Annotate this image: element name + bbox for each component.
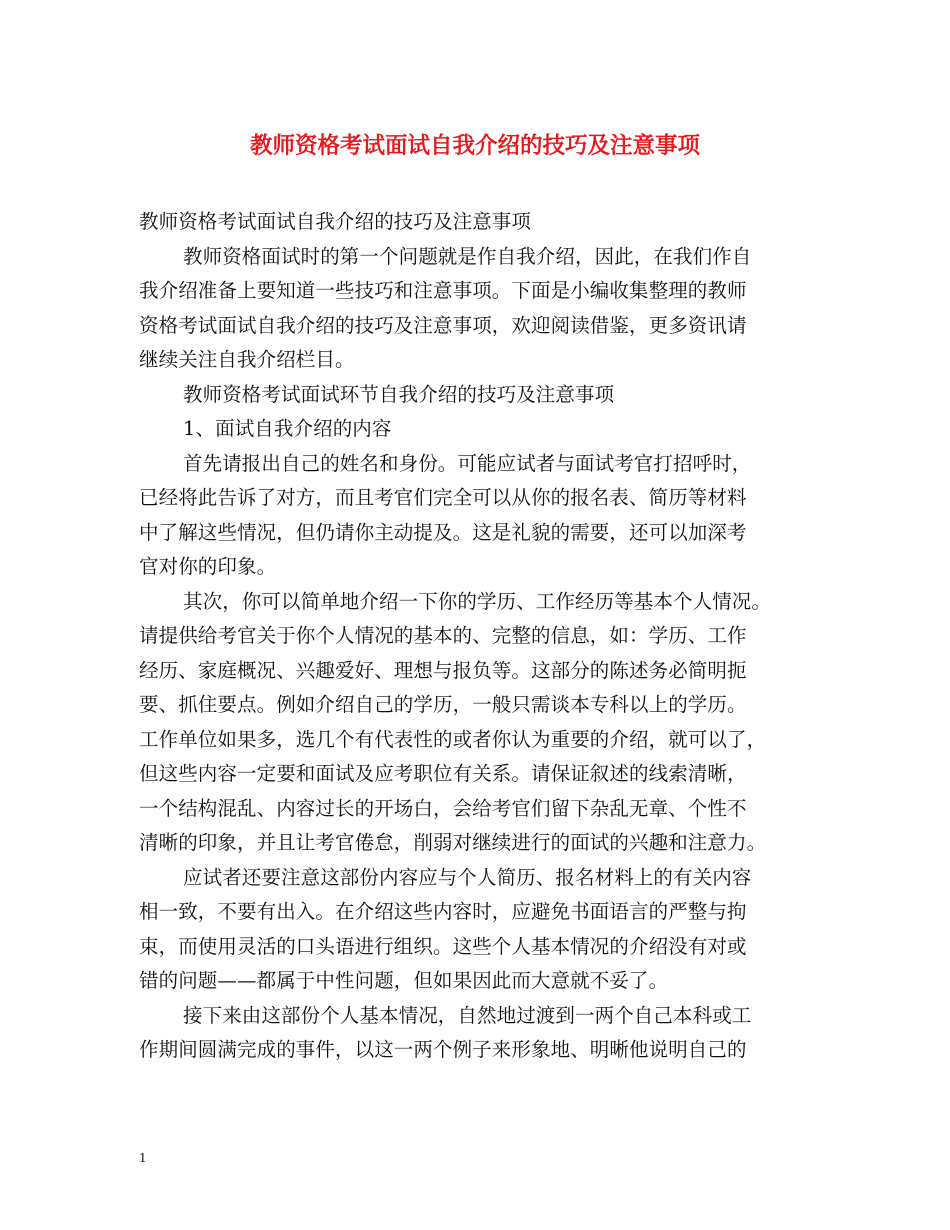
paragraph-line: 但这些内容一定要和面试及应考职位有关系。请保证叙述的线索清晰， — [139, 762, 747, 785]
paragraph-line: 资格考试面试自我介绍的技巧及注意事项，欢迎阅读借鉴，更多资讯请 — [139, 313, 747, 337]
paragraph-line: 首先请报出自己的姓名和身份。可能应试者与面试考官打招呼时， — [183, 451, 752, 475]
paragraph-line: 应试者还要注意这部份内容应与个人简历、报名材料上的有关内容 — [183, 865, 752, 889]
paragraph-line: 我介绍准备上要知道一些技巧和注意事项。下面是小编收集整理的教师 — [139, 279, 747, 302]
subtitle-line: 教师资格考试面试自我介绍的技巧及注意事项 — [139, 210, 532, 233]
paragraph-line: 清晰的印象，并且让考官倦怠，削弱对继续进行的面试的兴趣和注意力。 — [139, 831, 767, 854]
paragraph-line: 中了解这些情况，但仍请你主动提及。这是礼貌的需要，还可以加深考 — [139, 520, 747, 544]
paragraph-line: 一个结构混乱、内容过长的开场白，会给考官们留下杂乱无章、个性不 — [139, 796, 747, 820]
page-number: 1 — [139, 1151, 147, 1165]
paragraph-line: 束，而使用灵活的口头语进行组织。这些个人基本情况的介绍没有对或 — [139, 934, 747, 958]
paragraph-line: 官对你的印象。 — [139, 555, 277, 578]
paragraph-line: 接下来由这部份个人基本情况，自然地过渡到一两个自己本科或工 — [183, 1003, 752, 1027]
paragraph-line: 错的问题——都属于中性问题，但如果因此而大意就不妥了。 — [139, 969, 669, 992]
paragraph-line: 教师资格面试时的第一个问题就是作自我介绍，因此，在我们作自 — [183, 244, 752, 268]
paragraph-line: 继续关注自我介绍栏目。 — [139, 348, 355, 371]
subsection-heading: 1、面试自我介绍的内容 — [183, 417, 392, 440]
paragraph-line: 其次，你可以简单地介绍一下你的学历、工作经历等基本个人情况。 — [183, 589, 772, 613]
paragraph-line: 请提供给考官关于你个人情况的基本的、完整的信息，如：学历、工作 — [139, 624, 747, 647]
paragraph-line: 工作单位如果多，选几个有代表性的或者你认为重要的介绍，就可以了， — [139, 727, 767, 751]
section-heading: 教师资格考试面试环节自我介绍的技巧及注意事项 — [183, 382, 615, 406]
paragraph-line: 经历、家庭概况、兴趣爱好、理想与报负等。这部分的陈述务必简明扼 — [139, 658, 747, 682]
paragraph-line: 已经将此告诉了对方，而且考官们完全可以从你的报名表、简历等材料 — [139, 486, 747, 509]
paragraph-line: 作期间圆满完成的事件，以这一两个例子来形象地、明晰他说明自己的 — [139, 1038, 747, 1061]
paragraph-line: 相一致，不要有出入。在介绍这些内容时，应避免书面语言的严整与拘 — [139, 900, 747, 923]
paragraph-line: 要、抓住要点。例如介绍自己的学历，一般只需谈本专科以上的学历。 — [139, 693, 747, 716]
document-body — [139, 205, 839, 1068]
page-title: 教师资格考试面试自我介绍的技巧及注意事项 — [249, 133, 700, 159]
